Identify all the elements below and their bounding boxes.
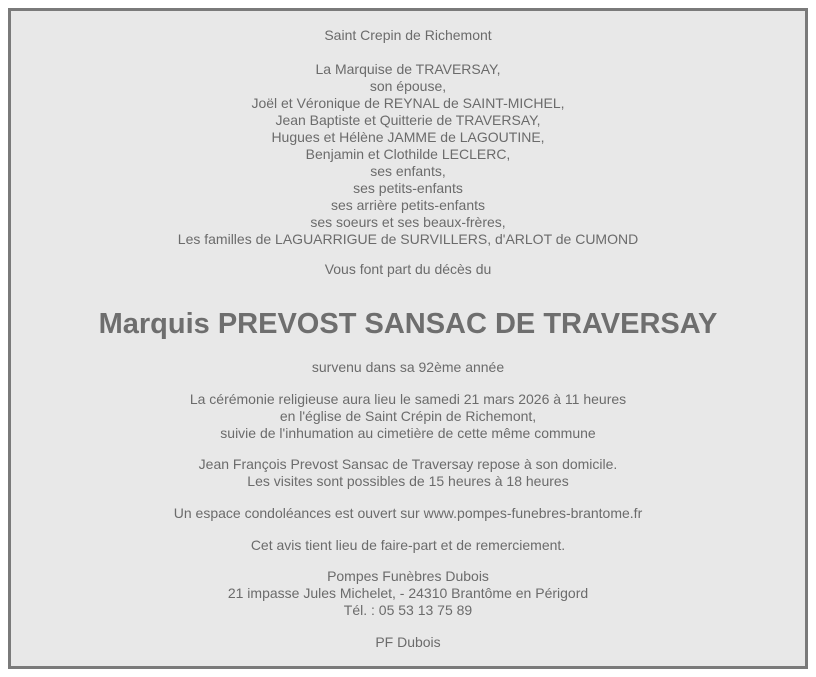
funeral-home-line: Pompes Funèbres Dubois [327, 568, 489, 584]
funeral-home-line: 21 impasse Jules Michelet, - 24310 Brantôme en Périgord [227, 585, 589, 601]
signature [11, 634, 805, 651]
ceremony-line: suivie de l'inhumation au cimetière de cette même commune [220, 425, 596, 441]
family-line: Jean Baptiste et Quitterie de TRAVERSAY, [275, 112, 541, 128]
funeral-home [11, 568, 805, 619]
family-line: La Marquise de TRAVERSAY, [315, 61, 501, 77]
family-line: ses arrière petits-enfants [330, 197, 486, 213]
family-line: ses petits-enfants [353, 180, 463, 196]
signature-text: PF Dubois [375, 634, 441, 650]
visits-line: Les visites sont possibles de 15 heures à 18 heures [247, 473, 569, 489]
visits-line: Jean François Prevost Sansac de Traversay repose à son domicile. [198, 456, 618, 472]
family-line: Joël et Véronique de REYNAL de SAINT-MICHEL, [251, 95, 565, 111]
notice-text: Cet avis tient lieu de faire-part et de remerciement. [250, 537, 566, 553]
deceased-name: Marquis PREVOST SANSAC DE TRAVERSAY [98, 308, 718, 340]
family-line: Benjamin et Clothilde LECLERC, [305, 146, 511, 162]
age-text: survenu dans sa 92ème année [311, 359, 505, 375]
family-line: ses soeurs et ses beaux-frères, [310, 214, 506, 230]
family-line: Hugues et Hélène JAMME de LAGOUTINE, [271, 129, 545, 145]
age-line [11, 359, 805, 376]
family-list [11, 61, 805, 248]
family-line: ses enfants, [370, 163, 446, 179]
announcement [11, 261, 805, 278]
family-line: Les familles de LAGUARRIGUE de SURVILLERS, d'ARLOT de CUMOND [177, 231, 639, 247]
notice-statement [11, 537, 805, 554]
ceremony-line: La cérémonie religieuse aura lieu le samedi 21 mars 2026 à 11 heures [189, 391, 627, 407]
deceased-name-block [11, 307, 805, 341]
condolences [11, 505, 805, 522]
ceremony-details [11, 391, 805, 442]
funeral-home-line: Tél. : 05 53 13 75 89 [343, 602, 473, 618]
obituary-notice [8, 8, 808, 669]
family-line: son épouse, [369, 78, 447, 94]
place-heading [11, 27, 805, 44]
visits-details [11, 456, 805, 490]
place-text: Saint Crepin de Richemont [324, 27, 492, 43]
announcement-text: Vous font part du décès du [324, 261, 492, 277]
ceremony-line: en l'église de Saint Crépin de Richemont, [279, 408, 537, 424]
condolences-text: Un espace condoléances est ouvert sur www.pompes-funebres-brantome.fr [173, 505, 643, 521]
